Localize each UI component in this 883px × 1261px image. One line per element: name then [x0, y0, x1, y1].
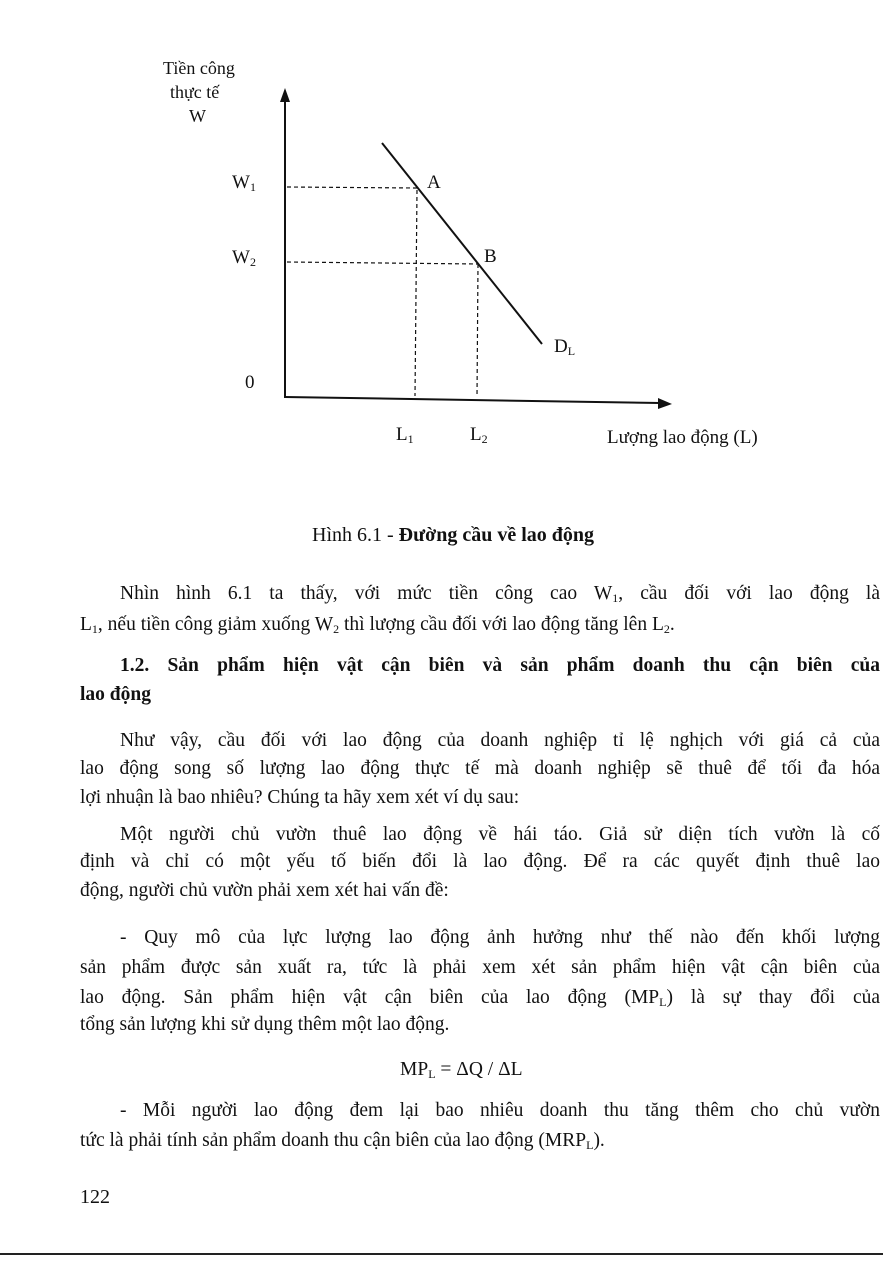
page-number: 122: [80, 1186, 110, 1208]
paragraph-line: tổng sản lượng khi sử dụng thêm một lao động.: [80, 1014, 450, 1035]
formula: $MP_L = \Delta Q / \Delta L$: [400, 1059, 523, 1081]
w1-guide: [287, 187, 417, 188]
l2-guide: [477, 264, 478, 397]
paragraph-line: sản phẩm được sản xuất ra, tức là phải xem xét sản phẩm hiện vật cận biên của: [80, 957, 880, 978]
paragraph-line: Nhìn hình 6.1 ta thấy, với mức tiền công cao $W_1$, cầu đối với lao động là: [120, 583, 880, 605]
paragraph-line: Như vậy, cầu đối với lao động của doanh nghiệp tỉ lệ nghịch với giá cả của: [120, 730, 880, 751]
y-axis-label-1: Tiền công: [163, 58, 235, 78]
l1-guide: [415, 190, 417, 396]
y-axis-arrow: [280, 88, 290, 102]
paragraph-line: Một người chủ vườn thuê lao động về hái táo. Giả sử diện tích vườn là cố: [120, 824, 880, 845]
paragraph-line: động, người chủ vườn phải xem xét hai vấn đề:: [80, 880, 449, 901]
y-axis-label-2: thực tế: [170, 82, 220, 102]
page-edge-line: [0, 1253, 883, 1255]
section-heading: lao động: [80, 684, 151, 705]
demand-curve-label: $D_L$: [554, 336, 576, 358]
paragraph-line: lao động song số lượng lao động thực tế mà doanh nghiệp sẽ thuê để tối đa hóa: [80, 758, 880, 779]
x-axis: [285, 397, 660, 403]
l1-label: $L_1$: [396, 424, 414, 446]
x-axis-arrow: [658, 398, 672, 409]
y-axis-label-3: W: [189, 106, 206, 126]
demand-curve: [382, 143, 542, 344]
paragraph-line: $L_1$, nếu tiền công giảm xuống $W_2$ thì lượng cầu đối với lao động tăng lên $L_2$.: [80, 614, 675, 636]
paragraph-line: - Quy mô của lực lượng lao động ảnh hưởng như thế nào đến khối lượng: [120, 927, 880, 948]
section-heading: 1.2. Sản phẩm hiện vật cận biên và sản phẩm doanh thu cận biên của: [120, 655, 880, 676]
paragraph-line: định và chỉ có một yếu tố biến đổi là lao động. Để ra các quyết định thuê lao: [80, 851, 880, 872]
paragraph-line: lợi nhuận là bao nhiêu? Chúng ta hãy xem xét ví dụ sau:: [80, 787, 520, 808]
paragraph-line: - Mỗi người lao động đem lại bao nhiêu doanh thu tăng thêm cho chủ vườn: [120, 1100, 880, 1121]
paragraph-line: lao động. Sản phẩm hiện vật cận biên của lao động $(MP_L)$ là sự thay đổi của: [80, 987, 880, 1009]
l2-label: $L_2$: [470, 424, 488, 446]
w2-guide: [287, 262, 478, 264]
w2-label: $W_2$: [232, 247, 256, 269]
point-b-label: B: [484, 246, 497, 267]
x-axis-label: Lượng lao động (L): [607, 427, 758, 448]
w1-label: $W_1$: [232, 172, 256, 194]
figure-caption: Hình 6.1 - Đường cầu về lao động: [312, 524, 594, 546]
point-a-label: A: [427, 172, 441, 193]
labor-demand-diagram: [0, 0, 883, 480]
origin-label: 0: [245, 372, 255, 393]
paragraph-line: tức là phải tính sản phẩm doanh thu cận biên của lao động $(MRP_L)$.: [80, 1130, 605, 1152]
